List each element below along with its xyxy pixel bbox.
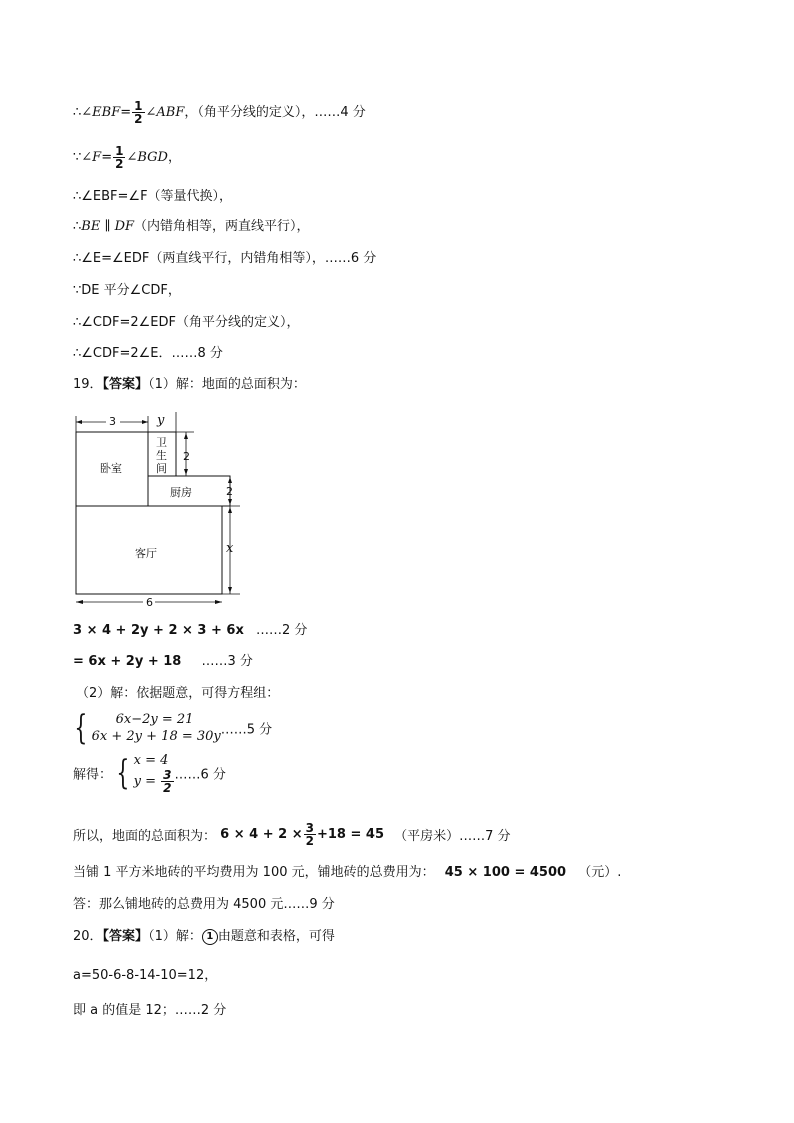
proof-line-5: ∴∠E=∠EDF（两直线平行，内错角相等），……6 分 (73, 251, 377, 266)
dim-label-2a: 2 (183, 450, 190, 463)
proof-line-7: ∴∠CDF=2∠EDF（角平分线的定义）， (73, 315, 300, 330)
dim-label-3: 3 (109, 415, 116, 428)
circled-number: 1 (202, 929, 218, 945)
room-kitchen: 厨房 (170, 486, 192, 499)
fraction: $\frac{1}{2}$ (134, 99, 143, 126)
q20-calc: a=50-6-8-14-10=12， (73, 968, 218, 983)
room-bathroom-3: 间 (156, 462, 167, 475)
proof-line-1: ∴∠EBF= $\frac{1}{2}$ ∠ABF，（角平分线的定义），……4 分 (73, 99, 366, 126)
proof-line-2: ∵∠F= $\frac{1}{2}$ ∠BGD， (73, 144, 181, 171)
q19-total: 所以，地面的总面积为： 6 × 4 + 2 × $\frac{3}{2}$ +18 = 45 （平房米）……7 分 (73, 821, 511, 848)
room-bathroom-2: 生 (156, 449, 167, 462)
proof-line-6: ∵DE 平分∠CDF， (73, 283, 181, 298)
q19-part2: （2）解：依据题意，可得方程组： (76, 686, 280, 701)
dim-label-6: 6 (146, 596, 153, 609)
room-bedroom: 卧室 (100, 462, 122, 475)
dim-label-y: y (157, 413, 165, 428)
q19-expr-2: = 6x + 2y + 18 ……3 分 (73, 654, 253, 669)
fraction: $\frac{1}{2}$ (115, 144, 124, 171)
room-living: 客厅 (135, 547, 157, 560)
proof-line-4: ∴BE ∥ DF（内错角相等，两直线平行）， (73, 219, 310, 234)
q19-cost: 当铺 1 平方米地砖的平均费用为 100 元，铺地砖的总费用为： 45 × 100 = 4500 （元）. (73, 865, 622, 880)
q20-result: 即 a 的值是 12；……2 分 (73, 1003, 227, 1018)
dim-label-2b: 2 (226, 485, 233, 498)
q19-heading: 19．【答案】（1）解：地面的总面积为： (73, 377, 306, 392)
q19-final: 答：那么铺地砖的总费用为 4500 元……9 分 (73, 897, 335, 912)
proof-line-8: ∴∠CDF=2∠E．……8 分 (73, 346, 223, 361)
dim-label-x: x (226, 541, 234, 556)
q19-solution: 解得： { x = 4 y = $\frac{3}{2}$ ……6 分 (73, 753, 226, 795)
floor-plan-figure (70, 410, 260, 610)
q19-expr-1: 3 × 4 + 2y + 2 × 3 + 6x ……2 分 (73, 623, 308, 638)
room-bathroom-1: 卫 (156, 436, 167, 449)
proof-line-3: ∴∠EBF=∠F（等量代换）， (73, 189, 233, 204)
q19-system: { 6x−2y = 21 6x + 2y + 18 = 30y ……5 分 (74, 708, 273, 748)
q20-heading: 20．【答案】（1）解： 1 由题意和表格，可得 (73, 929, 335, 944)
